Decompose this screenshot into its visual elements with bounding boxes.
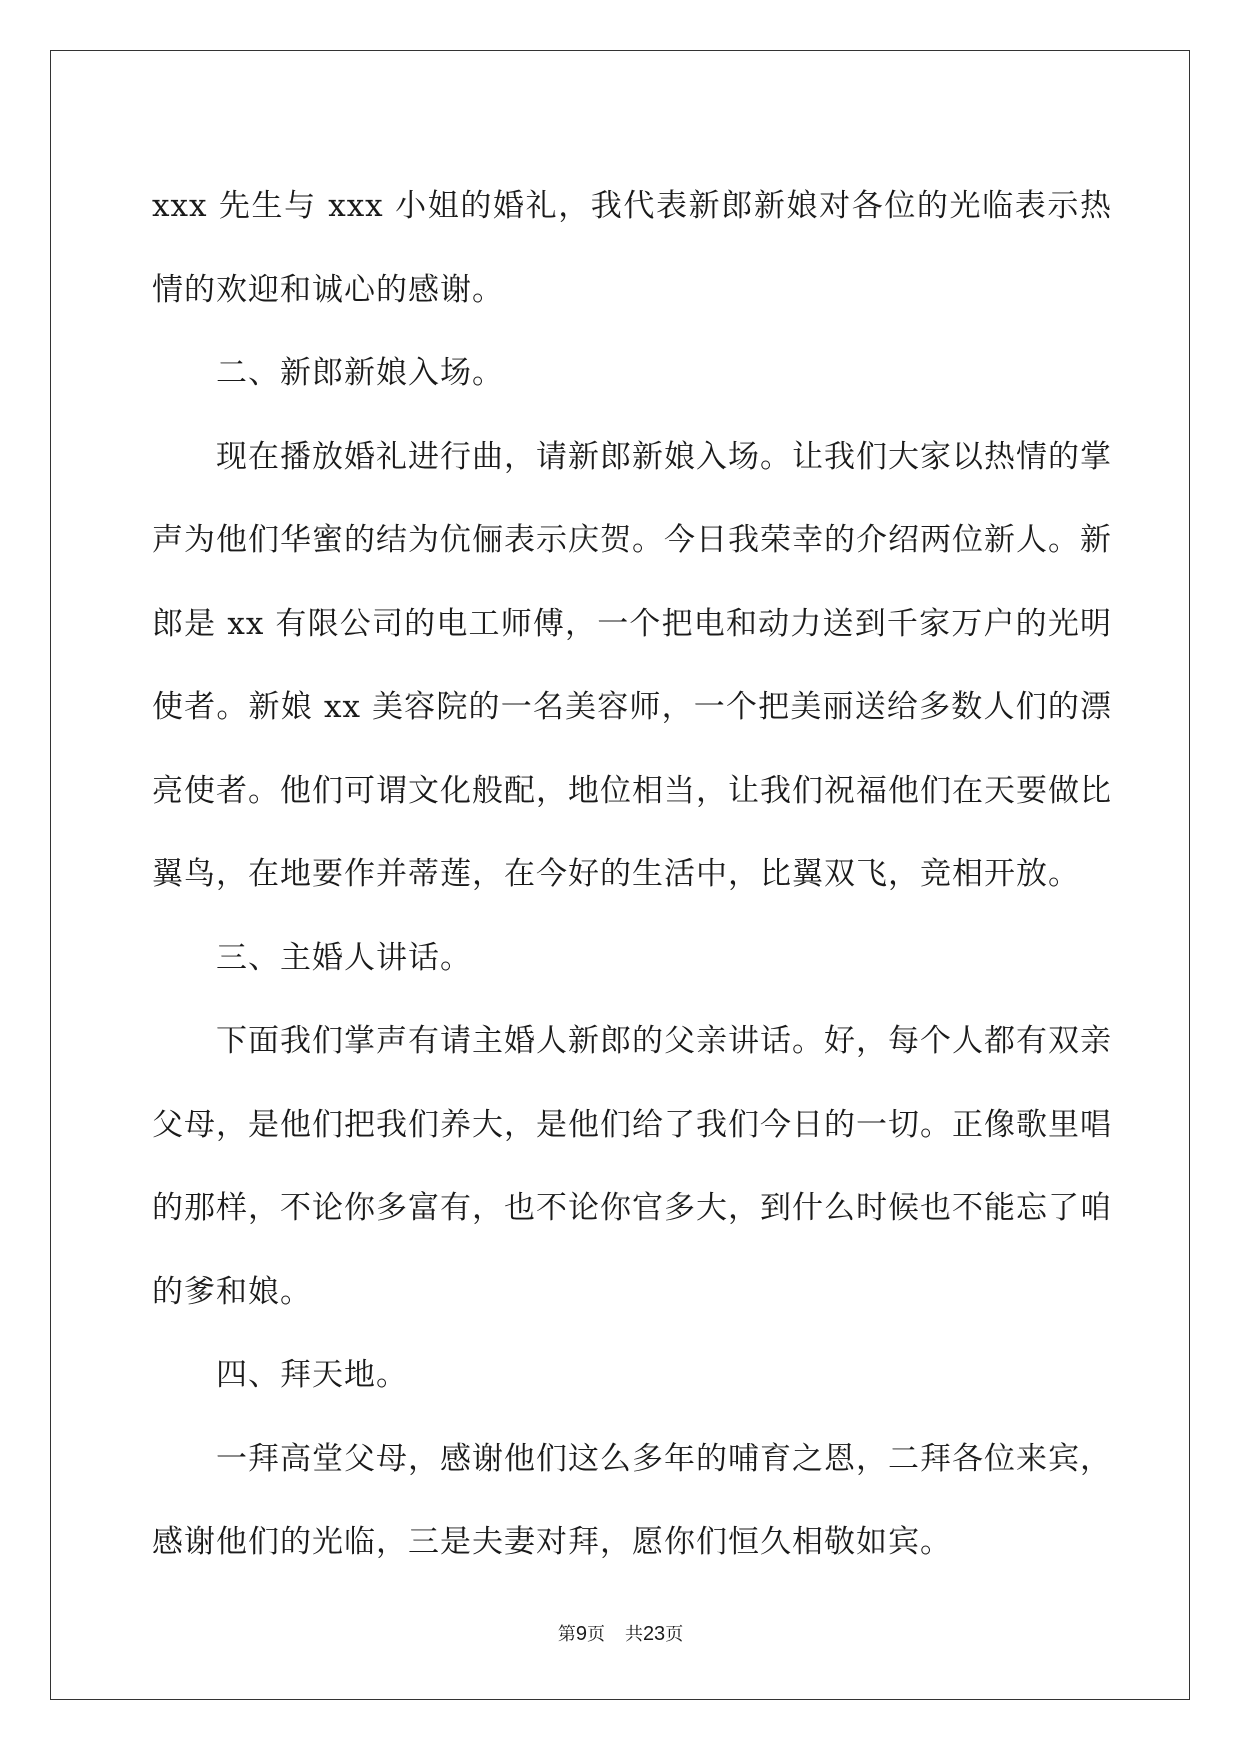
paragraph-opening: xxx 先生与 xxx 小姐的婚礼，我代表新郎新娘对各位的光临表示热情的欢迎和诚心的感谢。 xyxy=(152,188,1112,308)
heading-entrance: 二、新郎新娘入场。 xyxy=(216,355,504,391)
page-footer xyxy=(0,1620,1241,1646)
heading-bowing: 四、拜天地。 xyxy=(216,1357,408,1393)
paragraph-officiant-speech: 下面我们掌声有请主婚人新郎的父亲讲话。好，每个人都有双亲父母，是他们把我们养大，是他们给了我们今日的一切。正像歌里唱的那样，不论你多富有，也不论你官多大，到什么时候也不能忘了咱的爹和娘。 xyxy=(152,1023,1112,1310)
page-prefix: 第 xyxy=(557,1624,576,1645)
page-suffix: 页 xyxy=(586,1624,605,1645)
heading-officiant-speech: 三、主婚人讲话。 xyxy=(216,939,472,976)
total-prefix: 共 xyxy=(624,1624,643,1645)
document-body xyxy=(152,165,1112,1585)
paragraph-bowing: 一拜高堂父母，感谢他们这么多年的哺育之恩，二拜各位来宾，感谢他们的光临，三是夫妻对拜，愿你们恒久相敬如宾。 xyxy=(152,1440,1112,1560)
total-suffix: 页 xyxy=(665,1624,684,1645)
page-number: 9 xyxy=(575,1623,587,1645)
paragraph-entrance: 现在播放婚礼进行曲，请新郎新娘入场。让我们大家以热情的掌声为他们华蜜的结为伉俪表示庆贺。今日我荣幸的介绍两位新人。新郎是 xx 有限公司的电工师傅，一个把电和动力送到千家万户的光明使者。新娘 xx 美容院的一名美容师，一个把美丽送给多数人们的漂亮使者。他们可谓文化般配，地位相当，让我们祝福他们在天要做比翼鸟，在地要作并蒂莲，在今好的生活中，比翼双飞，竞相开放。 xyxy=(152,438,1112,892)
total-pages: 23 xyxy=(642,1623,666,1645)
